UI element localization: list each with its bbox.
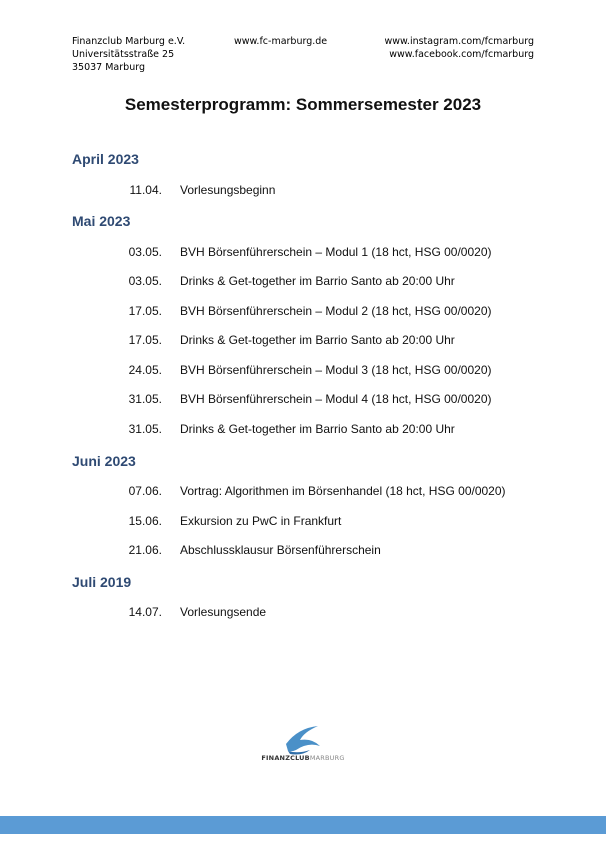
logo-wordmark [0, 754, 606, 762]
footer-bar [0, 816, 606, 834]
facebook-link[interactable]: www.facebook.com/fcmarburg [389, 49, 534, 60]
event-text: Drinks & Get-together im Barrio Santo ab 20:00 Uhr [180, 274, 455, 288]
month-heading: Juli 2019 [72, 574, 132, 590]
event-text: Drinks & Get-together im Barrio Santo ab 20:00 Uhr [180, 422, 455, 436]
event-text: BVH Börsenführerschein – Modul 4 (18 hct, HSG 00/0020) [180, 392, 492, 406]
event-text: Exkursion zu PwC in Frankfurt [180, 514, 342, 528]
month-heading: Mai 2023 [72, 213, 131, 229]
event-date: 31.05. [128, 422, 162, 436]
street-address: Universitätsstraße 25 [72, 49, 175, 60]
event-text: BVH Börsenführerschein – Modul 2 (18 hct, HSG 00/0020) [180, 304, 492, 318]
event-date: 17.05. [128, 304, 162, 318]
event-date: 07.06. [128, 484, 162, 498]
event-date: 11.04. [129, 183, 162, 197]
page-title: Semesterprogramm: Sommersemester 2023 [124, 95, 482, 114]
event-date: 14.07. [128, 605, 162, 619]
event-text: Vortrag: Algorithmen im Börsenhandel (18 hct, HSG 00/0020) [180, 484, 506, 498]
event-text: Vorlesungsbeginn [180, 183, 276, 197]
event-date: 24.05. [128, 363, 162, 377]
logo-name-bold: FINANZCLUB [261, 754, 310, 762]
event-text: Drinks & Get-together im Barrio Santo ab 20:00 Uhr [180, 333, 455, 347]
event-date: 03.05. [128, 245, 162, 259]
event-text: BVH Börsenführerschein – Modul 1 (18 hct, HSG 00/0020) [180, 245, 492, 259]
event-date: 03.05. [128, 274, 162, 288]
instagram-link[interactable]: www.instagram.com/fcmarburg [384, 36, 534, 47]
month-heading: April 2023 [72, 151, 139, 167]
event-date: 17.05. [128, 333, 162, 347]
header-website [234, 35, 327, 48]
club-name: Finanzclub Marburg e.V. [72, 36, 186, 47]
event-text: Abschlussklausur Börsenführerschein [180, 543, 381, 557]
logo-name-light: MARBURG [309, 754, 345, 762]
website-link[interactable]: www.fc-marburg.de [234, 36, 328, 47]
event-date: 15.06. [128, 514, 162, 528]
event-date: 21.06. [128, 543, 162, 557]
city-address: 35037 Marburg [72, 62, 145, 73]
event-text: BVH Börsenführerschein – Modul 3 (18 hct, HSG 00/0020) [180, 363, 492, 377]
month-heading: Juni 2023 [72, 453, 136, 469]
header-address [72, 35, 185, 74]
event-text: Vorlesungsende [180, 605, 267, 619]
event-date: 31.05. [128, 392, 162, 406]
header-social [384, 35, 534, 61]
